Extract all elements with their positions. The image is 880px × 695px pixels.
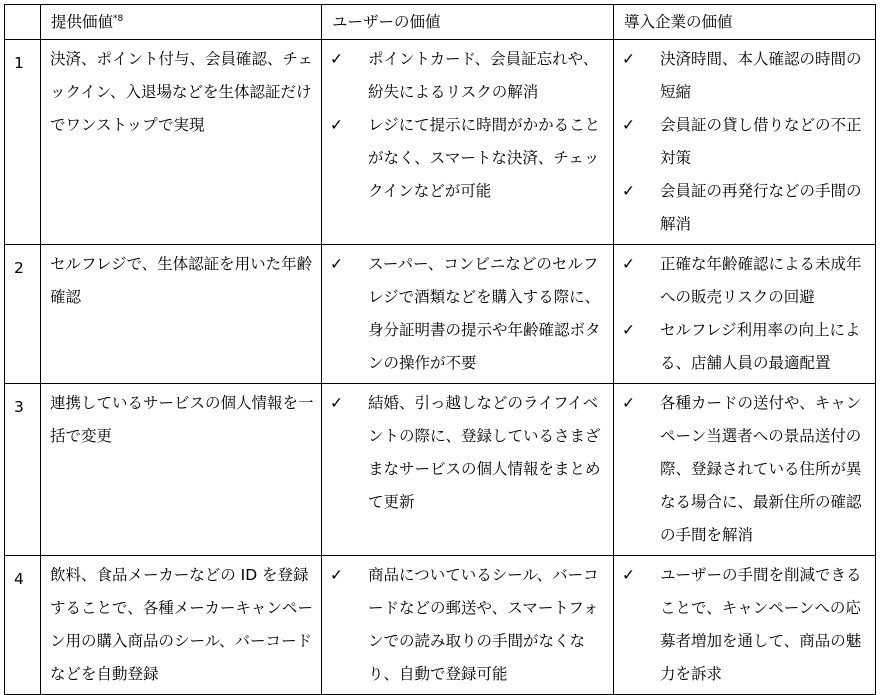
- provided-value-cell: 決済、ポイント付与、会員確認、チェックイン、入退場などを生体認証だけでワンストップで実現: [41, 40, 322, 245]
- check-item-text: 結婚、引っ越しなどのライフイベントの際に、登録しているさまざまなサービスの個人情報をまとめて更新: [368, 394, 601, 511]
- check-item-text: レジにて提示に時間がかかることがなく、スマートな決済、チェックインなどが可能: [368, 116, 601, 200]
- checkmark-icon: ✓: [622, 116, 635, 134]
- row-number: 4: [5, 556, 41, 695]
- check-item-text: ユーザーの手間を削減できることで、キャンペーンへの応募者増加を通して、商品の魅力を訴求: [660, 566, 862, 683]
- check-item: [322, 109, 607, 208]
- user-value-cell: [322, 40, 614, 245]
- corp-value-cell: [614, 384, 876, 556]
- checkmark-icon: ✓: [330, 255, 343, 273]
- check-item: [322, 387, 607, 519]
- provided-value-cell: 連携しているサービスの個人情報を一括で変更: [41, 384, 322, 556]
- provided-value-cell: セルフレジで、生体認証を用いた年齢確認: [41, 245, 322, 384]
- checkmark-icon: ✓: [622, 50, 635, 68]
- row-number: 3: [5, 384, 41, 556]
- table-row: [5, 384, 876, 556]
- value-table: [4, 4, 876, 695]
- checkmark-icon: ✓: [622, 182, 635, 200]
- check-item: [614, 559, 869, 691]
- checkmark-icon: ✓: [622, 255, 635, 273]
- check-item-text: 会員証の再発行などの手間の解消: [660, 182, 862, 233]
- corp-value-cell: [614, 40, 876, 245]
- check-item: [614, 109, 869, 175]
- check-item-text: 会員証の貸し借りなどの不正対策: [660, 116, 862, 167]
- check-item: [614, 314, 869, 380]
- check-item-text: ポイントカード、会員証忘れや、紛失によるリスクの解消: [368, 50, 599, 101]
- provided-value-cell: 飲料、食品メーカーなどの ID を登録することで、各種メーカーキャンペーン用の購入商品のシール、バーコードなどを自動登録: [41, 556, 322, 695]
- header-row: [5, 5, 876, 40]
- check-item: [322, 559, 607, 691]
- checkmark-icon: ✓: [330, 566, 343, 584]
- check-item-text: 正確な年齢確認による未成年への販売リスクの回避: [660, 255, 862, 306]
- check-item: [614, 43, 869, 109]
- row-number: 1: [5, 40, 41, 245]
- user-value-cell: [322, 245, 614, 384]
- footnote-ref: *8: [113, 13, 124, 24]
- user-value-cell: [322, 384, 614, 556]
- check-item: [614, 175, 869, 241]
- table-body: [5, 40, 876, 695]
- check-item-text: 商品についているシール、バーコードなどの郵送や、スマートフォンでの読み取りの手間がなくなり、自動で登録可能: [368, 566, 599, 683]
- check-item: [322, 248, 607, 380]
- check-item: [614, 248, 869, 314]
- corp-value-cell: [614, 556, 876, 695]
- checkmark-icon: ✓: [330, 50, 343, 68]
- check-item-text: セルフレジ利用率の向上による、店舗人員の最適配置: [660, 321, 861, 372]
- check-item-text: スーパー、コンビニなどのセルフレジで酒類などを購入する際に、身分証明書の提示や年齢確認ボタンの操作が不要: [368, 255, 601, 372]
- check-item: [614, 387, 869, 552]
- checkmark-icon: ✓: [622, 394, 635, 412]
- checkmark-icon: ✓: [622, 321, 635, 339]
- header-num: [5, 5, 41, 40]
- checkmark-icon: ✓: [330, 116, 343, 134]
- header-provided-value-label: 提供価値: [51, 13, 114, 31]
- check-item-text: 各種カードの送付や、キャンペーン当選者への景品送付の際、登録されている住所が異なる場合に、最新住所の確認の手間を解消: [660, 394, 862, 544]
- header-corp-value: 導入企業の価値: [614, 5, 876, 40]
- row-number: 2: [5, 245, 41, 384]
- check-item-text: 決済時間、本人確認の時間の短縮: [660, 50, 862, 101]
- checkmark-icon: ✓: [330, 394, 343, 412]
- table-row: [5, 556, 876, 695]
- table-row: [5, 40, 876, 245]
- check-item: [322, 43, 607, 109]
- header-user-value: ユーザーの価値: [322, 5, 614, 40]
- user-value-cell: [322, 556, 614, 695]
- checkmark-icon: ✓: [622, 566, 635, 584]
- corp-value-cell: [614, 245, 876, 384]
- table-row: [5, 245, 876, 384]
- header-provided-value: [41, 5, 322, 40]
